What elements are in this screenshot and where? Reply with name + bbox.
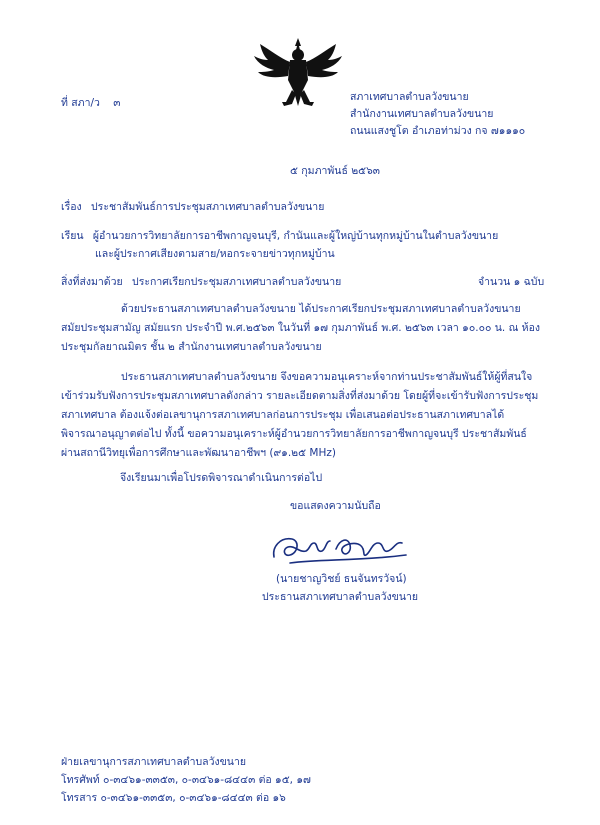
subject-label: เรื่อง: [61, 201, 82, 213]
footer-telephone: โทรศัพท์ ๐-๓๔๖๑-๓๓๕๓, ๐-๓๔๖๑-๘๔๔๓ ต่อ ๑๕, ๑๗: [61, 774, 311, 786]
recipient-text: ผู้อำนวยการวิทยาลัยการอาชีพกาญจนบุรี, กำนันและผู้ใหญ่บ้านทุกหมู่บ้านในตำบลวังขนาย: [92, 230, 499, 242]
reference-label: [61, 96, 120, 110]
signer-title: ประธานสภาเทศบาลตำบลวังขนาย: [262, 591, 419, 603]
enclosure-line: [61, 275, 341, 289]
reference-number: ๓: [113, 97, 121, 109]
closing-phrase: ขอแสดงความนับถือ: [290, 500, 381, 512]
recipient-label: เรียน: [61, 230, 84, 242]
enclosure-label: สิ่งที่ส่งมาด้วย: [61, 276, 123, 288]
enclosure-count: จำนวน ๑ ฉบับ: [478, 276, 545, 288]
body-paragraph-2-text: ประธานสภาเทศบาลตำบลวังขนาย จึงขอความอนุเคราะห์จากท่านประชาสัมพันธ์ให้ผู้ที่สนใจเข้าร่วมรับฟังการประชุมสภาเทศบาลดังกล่าว รายละเอียดตามสิ่งที่ส่งมาด้วย โดยผู้ที่จะเข้ารับฟังการประชุมสภาเทศบาล ต้องแจ้งต่อเลขานุการสภาเทศบาลก่อนการประชุม เพื่อเสนอต่อประธานสภาเทศบาลได้พิจารณาอนุญาตต่อไป ทั้งนี้ ขอความอนุเคราะห์ผู้อำนวยการวิทยาลัยการอาชีพกาญจนบุรี ประชาสัมพันธ์ผ่านสถานีวิทยุเพื่อการศึกษาและพัฒนาอาชีพฯ (๙๑.๒๕ MHz): [61, 371, 539, 459]
sender-line-2: สำนักงานเทศบาลตำบลวังขนาย: [350, 108, 494, 120]
footer-office: ฝ่ายเลขานุการสภาเทศบาลตำบลวังขนาย: [61, 756, 247, 768]
subject-text: ประชาสัมพันธ์การประชุมสภาเทศบาลตำบลวังขนาย: [91, 201, 325, 213]
subject-line: [61, 200, 324, 214]
body-paragraph-1: [61, 300, 541, 357]
sender-line-1: สภาเทศบาลตำบลวังขนาย: [350, 91, 469, 103]
sender-line-3: ถนนแสงชูโต อำเภอท่าม่วง กจ ๗๑๑๑๐: [350, 125, 526, 137]
reference-prefix: ที่ สภา/ว: [61, 97, 100, 109]
body-paragraph-1-text: ด้วยประธานสภาเทศบาลตำบลวังขนาย ได้ประกาศเรียกประชุมสภาเทศบาลตำบลวังขนาย สมัยประชุมสามัญ สมัยแรก ประจำปี พ.ศ.๒๕๖๓ ในวันที่ ๑๗ กุมภาพันธ์ พ.ศ. ๒๕๖๓ เวลา ๑๐.๐๐ น. ณ ห้องประชุมกัลยาณมิตร ชั้น ๒ สำนักงานเทศบาลตำบลวังขนาย: [61, 303, 541, 353]
garuda-emblem-icon: [252, 36, 344, 108]
body-paragraph-2: [61, 368, 541, 463]
body-paragraph-3: จึงเรียนมาเพื่อโปรดพิจารณาดำเนินการต่อไป: [120, 472, 323, 484]
footer-fax: โทรสาร ๐-๓๔๖๑-๓๓๕๓, ๐-๓๔๖๑-๘๔๔๓ ต่อ ๑๖: [61, 792, 286, 804]
letter-date: ๕ กุมภาพันธ์ ๒๕๖๓: [290, 165, 380, 177]
recipient-line: [61, 229, 498, 243]
signer-name: (นายชาญวิชย์ ธนจันทรวัจน์): [276, 573, 407, 585]
recipient-line-2: และผู้ประกาศเสียงตามสาย/หอกระจายข่าวทุกหมู่บ้าน: [95, 248, 335, 260]
signature-icon: [270, 527, 410, 569]
enclosure-text: ประกาศเรียกประชุมสภาเทศบาลตำบลวังขนาย: [132, 276, 342, 288]
